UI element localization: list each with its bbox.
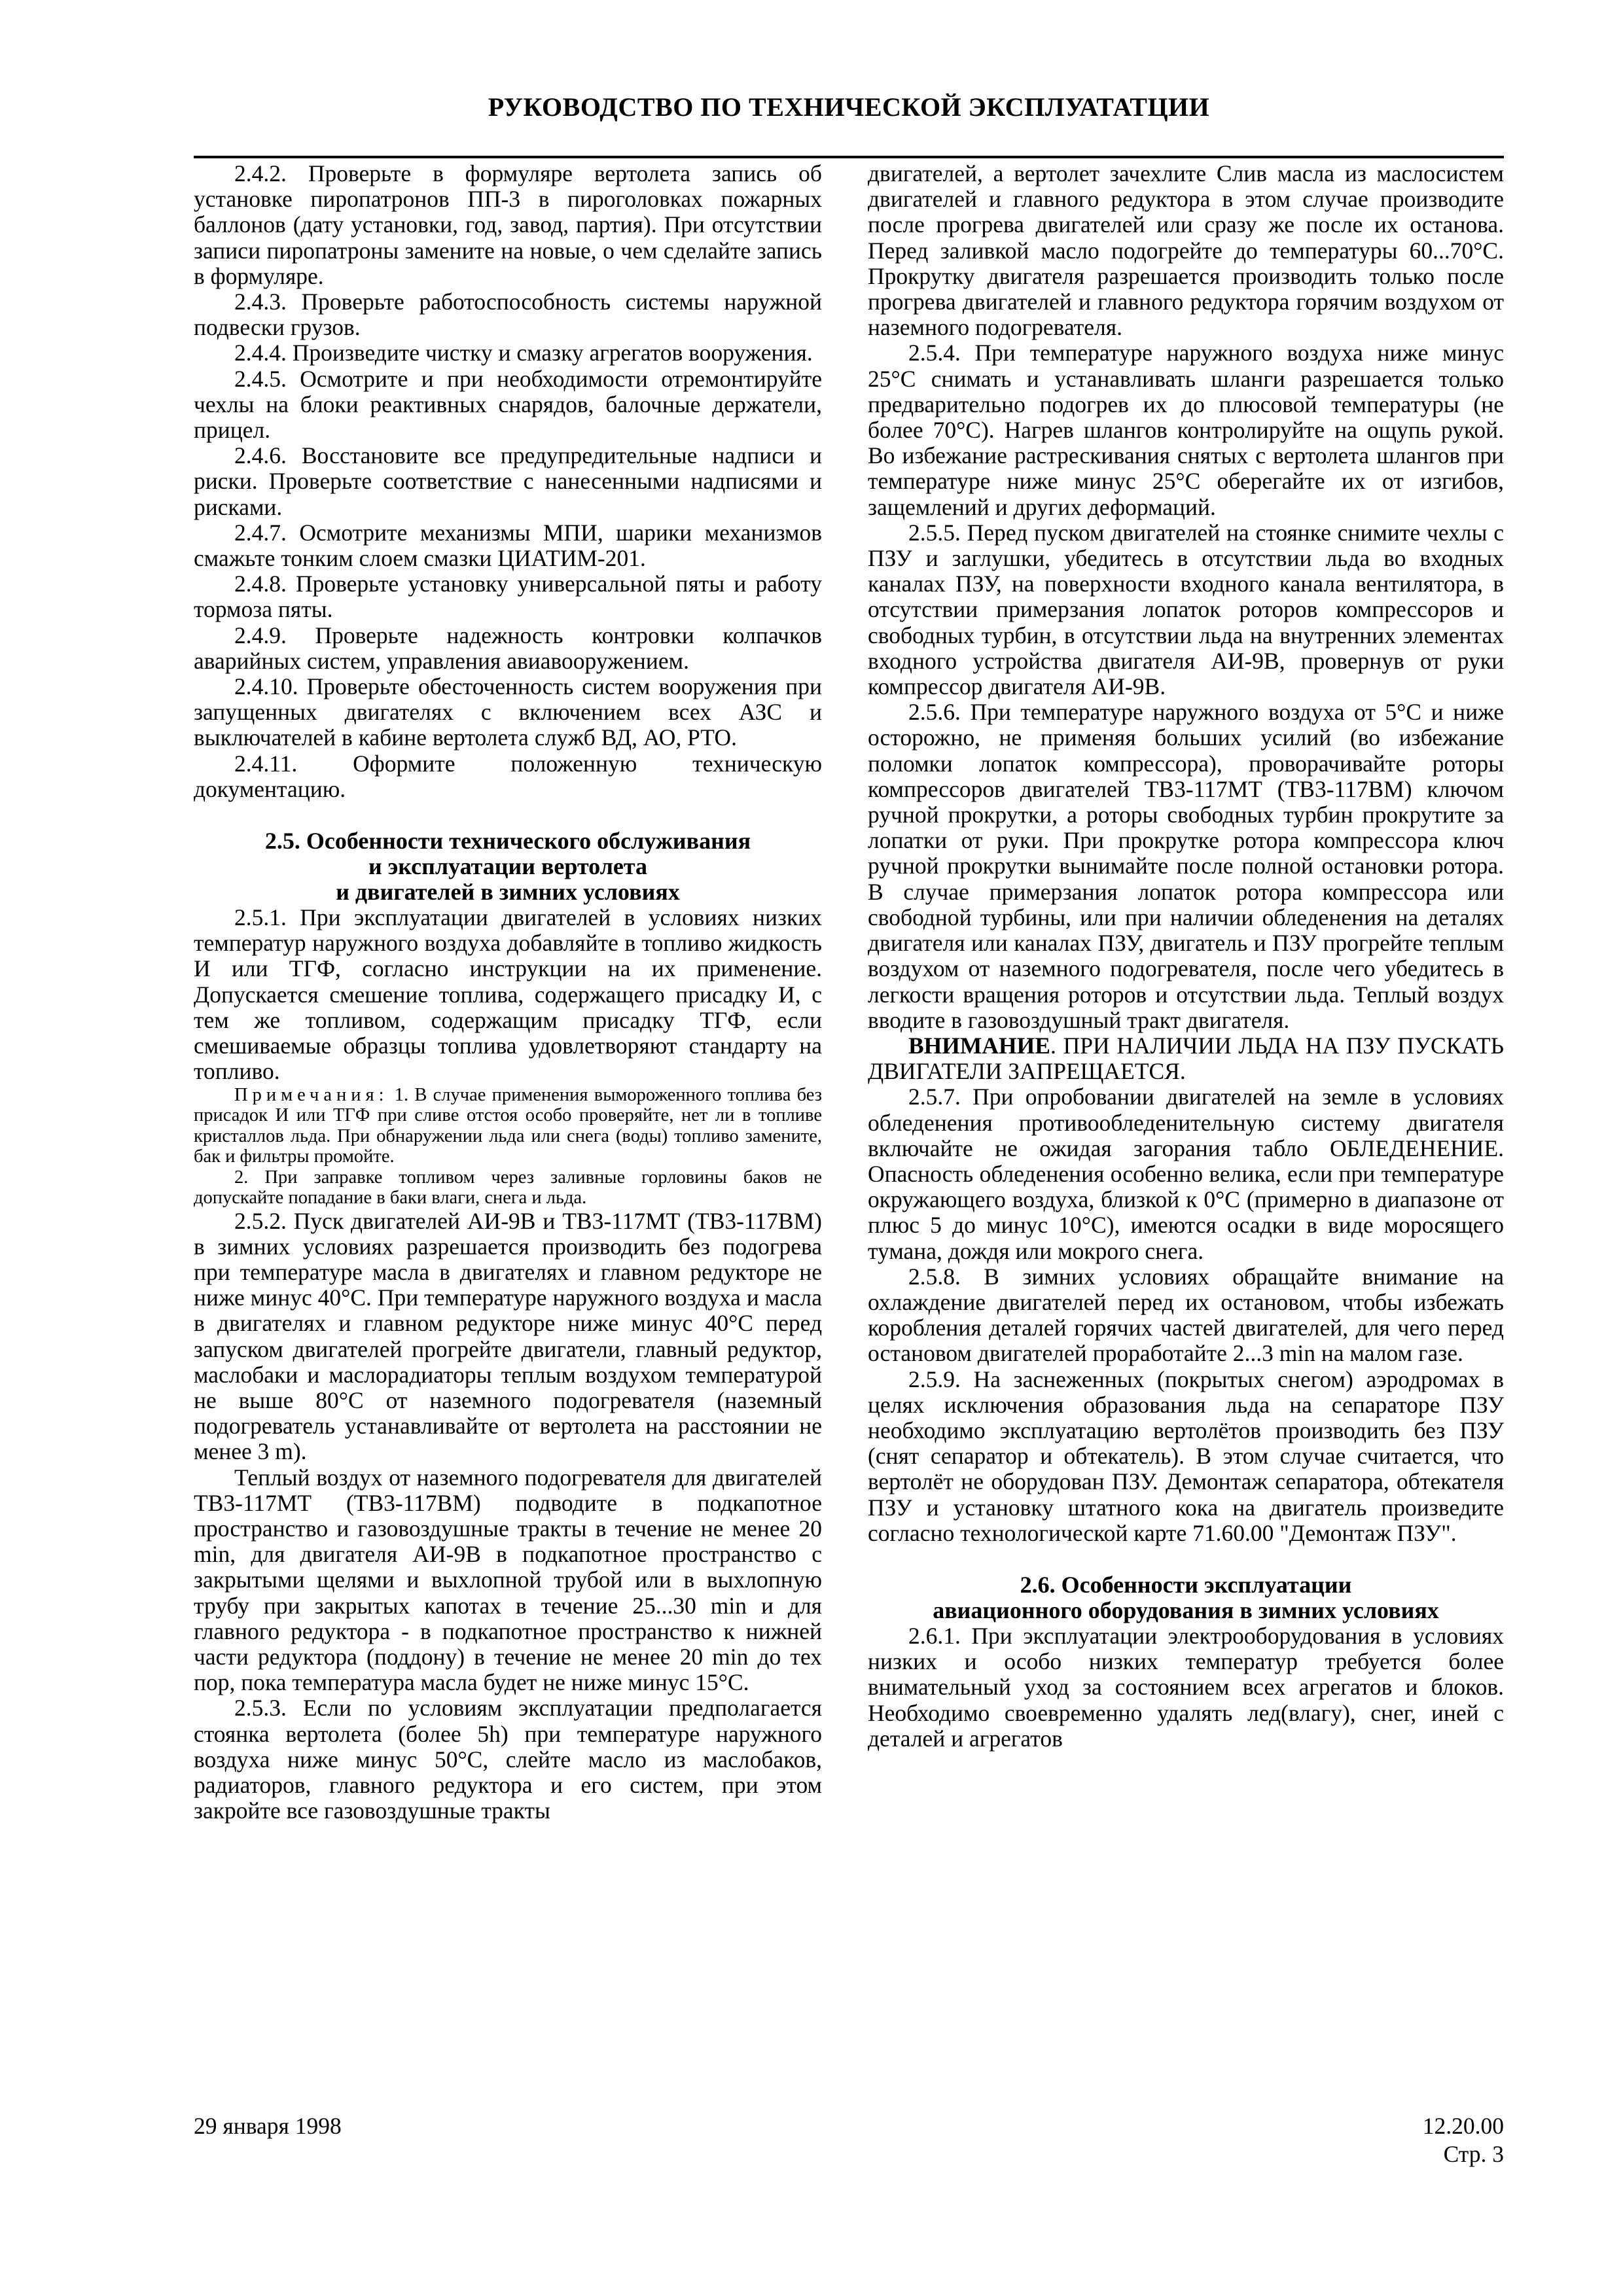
- paragraph-2-5-5: 2.5.5. Перед пуском двигателей на стоянке снимите чехлы с ПЗУ и заглушки, убедитесь в отсутствии льда во входных каналах ПЗУ, на поверхности входного канала вентилятора, в отсутствии примерзания лопаток роторов компрессоров и свободных турбин, в отсутствии льда на внутренних элементах входного устройства двигателя АИ-9В, провернув от руки компрессор двигателя АИ-9В.: [868, 519, 1504, 700]
- footer-date: 29 января 1998: [194, 2113, 342, 2139]
- paragraph-2-4-7: 2.4.7. Осмотрите механизмы МПИ, шарики механизмов смажьте тонким слоем смазки ЦИАТИМ-201.: [194, 519, 822, 572]
- paragraph-2-5-3-continued: двигателей, а вертолет зачехлите Слив масла из маслосистем двигателей и главного редуктора в этом случае производите после прогрева двигателей или сразу же после их останова. Перед заливкой масло подогрейте до температуры 60...70°С. Прокрутку двигателя разрешается производить только после прогрева двигателей и главного редуктора горячим воздухом от наземного подогревателя.: [868, 160, 1504, 341]
- paragraph-2-5-1: 2.5.1. При эксплуатации двигателей в условиях низких температур наружного воздуха добавляйте в топливо жидкость И или ТГФ, согласно инструкции на их применение. Допускается смешение топлива, содержащего присадку И, с тем же топливом, содержащим присадку ТГФ, если смешиваемые образцы топлива удовлетворяют стандарту на топливо.: [194, 904, 822, 1085]
- paragraph-2-5-8: 2.5.8. В зимних условиях обращайте внимание на охлаждение двигателей перед их остановом, чтобы избежать коробления деталей горячих частей двигателей, для чего перед остановом двигателей проработайте 2...3 min на малом газе.: [868, 1263, 1504, 1367]
- paragraph-2-4-11: 2.4.11. Оформите положенную техническую документацию.: [194, 750, 822, 802]
- left-column: [194, 161, 822, 1824]
- paragraph-2-5-9: 2.5.9. На заснеженных (покрытых снегом) аэродромах в целях исключения образования льда на сепараторе ПЗУ необходимо эксплуатацию вертолётов производить без ПЗУ (снят сепаратор и обтекатель). В этом случае считается, что вертолёт не оборудован ПЗУ. Демонтаж сепаратора, обтекателя ПЗУ и установку штатного кока на двигатель произведите согласно технологической карте 71.60.00 "Демонтаж ПЗУ".: [868, 1366, 1504, 1546]
- paragraph-2-4-6: 2.4.6. Восстановите все предупредительные надписи и риски. Проверьте соответствие с нанесенными надписями и рисками.: [194, 442, 822, 520]
- section-title-line: 2.5. Особенности технического обслуживания: [264, 828, 751, 855]
- note-1: [194, 1085, 822, 1167]
- paragraph-2-4-8: 2.4.8. Проверьте установку универсальной пяты и работу тормоза пяты.: [194, 571, 822, 623]
- section-2-5-heading: [194, 828, 822, 905]
- note-label: Примечания:: [234, 1084, 389, 1105]
- paragraph-2-6-1: 2.6.1. При эксплуатации электрооборудования в условиях низких и особо низких температур требуется более внимательный уход за состоянием всех агрегатов и блоков. Необходимо своевременно удалять лед(влагу), снег, иней с деталей и агрегатов: [868, 1622, 1504, 1752]
- header-divider: [194, 156, 1504, 158]
- warning-label: ВНИМАНИЕ: [908, 1032, 1050, 1059]
- paragraph-2-5-4: 2.5.4. При температуре наружного воздуха ниже минус 25°С снимать и устанавливать шланги разрешается только предварительно подогрев их до плюсовой температуры (не более 70°С). Нагрев шлангов контролируйте на ощупь рукой. Во избежание растрескивания снятых с вертолета шлангов при температуре ниже минус 25°С оберегайте их от изгибов, защемлений и других деформаций.: [868, 340, 1504, 520]
- right-column: [868, 161, 1504, 1752]
- section-title-line: и эксплуатации вертолета: [368, 853, 647, 880]
- note-2: 2. При заправке топливом через заливные горловины баков не допускайте попадание в баки влаги, снега и льда.: [194, 1167, 822, 1208]
- paragraph-2-4-9: 2.4.9. Проверьте надежность контровки колпачков аварийных систем, управления авиавооружением.: [194, 622, 822, 674]
- section-title-line: авиационного оборудования в зимних условиях: [933, 1597, 1439, 1623]
- warning-paragraph: [868, 1033, 1504, 1084]
- footer-right-block: [1423, 2112, 1504, 2168]
- paragraph-2-4-2: 2.4.2. Проверьте в формуляре вертолета запись об установке пиропатронов ПП-3 в пироголовках пожарных баллонов (дату установки, год, завод, партия). При отсутствии записи пиропатроны замените на новые, о чем сделайте запись в формуляре.: [194, 160, 822, 289]
- paragraph-2-5-3: 2.5.3. Если по условиям эксплуатации предполагается стоянка вертолета (более 5h) при температуре наружного воздуха ниже минус 50°С, слейте масло из маслобаков, радиаторов, главного редуктора и его систем, при этом закройте все газовоздушные тракты: [194, 1695, 822, 1824]
- paragraph-2-5-7: 2.5.7. При опробовании двигателей на земле в условиях обледенения противообледенительную систему двигателя включайте не ожидая загорания табло ОБЛЕДЕНЕНИЕ. Опасность обледенения особенно велика, если при температуре окружающего воздуха, близкой к 0°С (примерно в диапазоне от плюс 5 до минус 10°С), имеются осадки в виде моросящего тумана, дождя или мокрого снега.: [868, 1084, 1504, 1264]
- section-title-line: и двигателей в зимних условиях: [336, 879, 680, 906]
- footer-doc-number: 12.20.00: [1422, 2113, 1504, 2139]
- paragraph-2-4-3: 2.4.3. Проверьте работоспособность системы наружной подвески грузов.: [194, 289, 822, 341]
- paragraph-warm-air: Теплый воздух от наземного подогревателя для двигателей ТВ3-117МТ (ТВ3-117ВМ) подводите в подкапотное пространство и газовоздушные тракты в течение не менее 20 min, для двигателя АИ-9В в подкапотное пространство с закрытыми щелями и выхлопной трубой или в выхлопную трубу при закрытых капотах в течение 25...30 min и для главного редуктора - в подкапотное пространство к нижней части редуктора (поддону) в течение не менее 20 min до тех пор, пока температура масла будет не ниже минус 15°С.: [194, 1464, 822, 1696]
- page-header-title: РУКОВОДСТВО ПО ТЕХНИЧЕСКОЙ ЭКСПЛУАТАТЦИИ: [488, 92, 1210, 122]
- note-1-text: 1. В случае применения вымороженного топлива без присадок И или ТГФ при сливе отстоя особо проверяйте, нет ли в топливе кристаллов льда. При обнаружении льда или снега (воды) топливо замените, бак и фильтры промойте.: [194, 1084, 822, 1167]
- paragraph-2-4-4: 2.4.4. Произведите чистку и смазку агрегатов вооружения.: [234, 340, 813, 366]
- paragraph-2-4-5: 2.4.5. Осмотрите и при необходимости отремонтируйте чехлы на блоки реактивных снарядов, балочные держатели, прицел.: [194, 365, 822, 444]
- footer-page-number: Стр. 3: [1443, 2141, 1504, 2167]
- section-2-6-heading: [868, 1572, 1504, 1623]
- section-title-line: 2.6. Особенности эксплуатации: [1020, 1571, 1352, 1598]
- paragraph-2-5-6: 2.5.6. При температуре наружного воздуха от 5°С и ниже осторожно, не применяя больших усилий (во избежание поломки лопаток компрессора), проворачивайте роторы компрессоров двигателей ТВ3-117МТ (ТВ3-117ВМ) ключом ручной прокрутки, а роторы свободных турбин прокрутите за лопатки от руки. При прокрутке ротора компрессора ключ ручной прокрутки вынимайте после полной остановки ротора. В случае примерзания лопаток ротора компрессора или свободной турбины, или при наличии обледенения на деталях двигателя или каналах ПЗУ, двигатель и ПЗУ прогрейте теплым воздухом от наземного подогревателя, после чего убедитесь в легкости вращения роторов и отсутствии льда. Теплый воздух вводите в газовоздушный тракт двигателя.: [868, 699, 1504, 1033]
- warning-text: . ПРИ НАЛИЧИИ ЛЬДА НА ПЗУ ПУСКАТЬ ДВИГАТЕЛИ ЗАПРЕЩАЕТСЯ.: [868, 1032, 1504, 1085]
- paragraph-2-4-10: 2.4.10. Проверьте обесточенность систем вооружения при запущенных двигателях с включением всех АЗС и выключателей в кабине вертолета служб ВД, АО, РТО.: [194, 673, 822, 751]
- paragraph-2-5-2: 2.5.2. Пуск двигателей АИ-9В и ТВ3-117МТ (ТВ3-117ВМ) в зимних условиях разрешается производить без подогрева при температуре масла в двигателях и главном редукторе не ниже минус 40°С. При температуре наружного воздуха и масла в двигателях и главном редукторе ниже минус 40°С перед запуском двигателей прогрейте двигатели, главный редуктор, маслобаки и маслорадиаторы теплым воздухом температурой не выше 80°С от наземного подогревателя (наземный подогреватель устанавливайте от вертолета на расстоянии не менее 3 m).: [194, 1207, 822, 1465]
